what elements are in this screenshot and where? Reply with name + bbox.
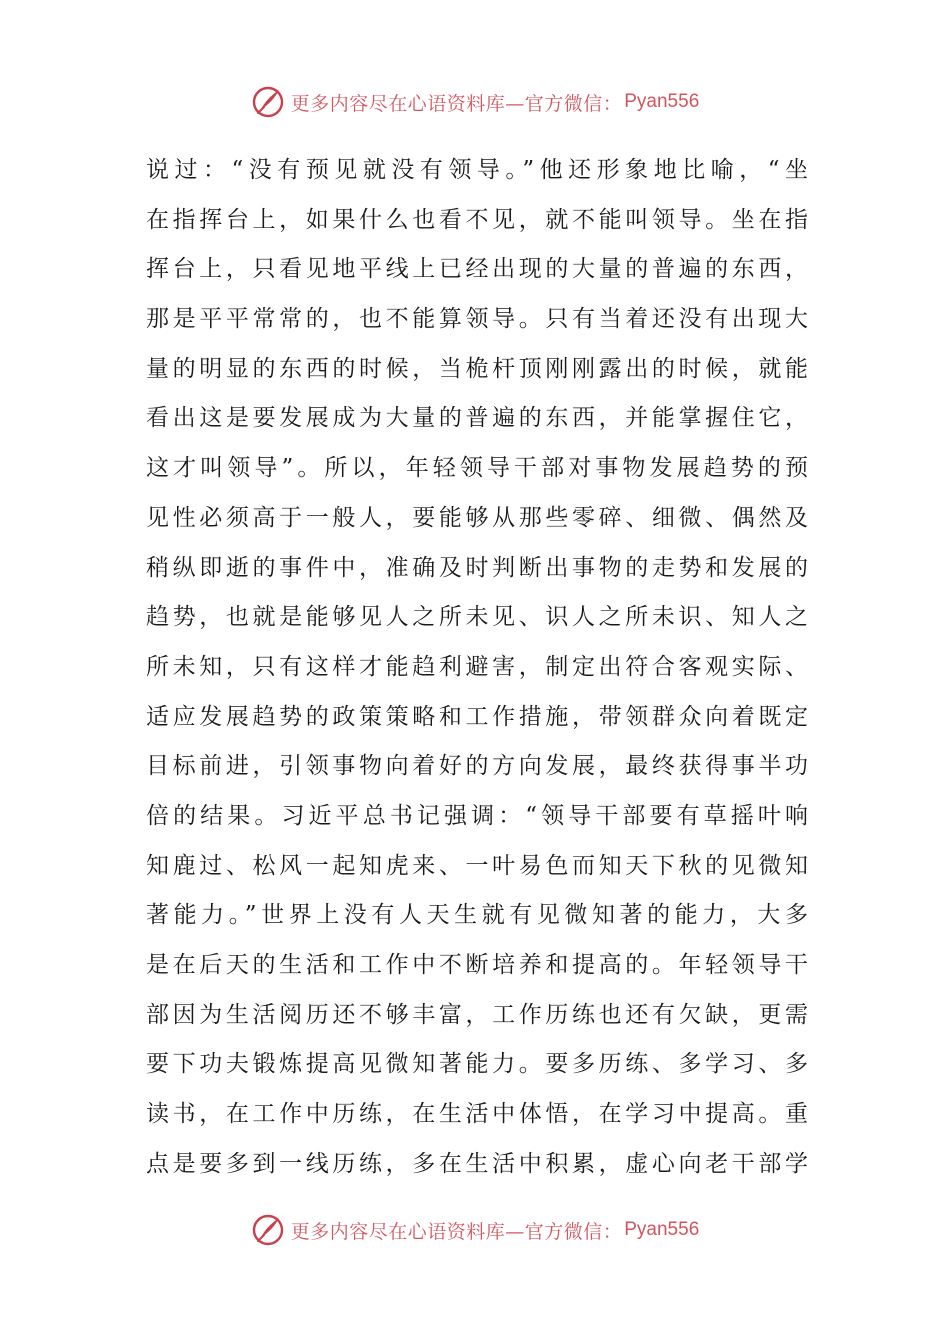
banner-text: 更多内容尽在心语资料库—官方微信：: [290, 92, 623, 115]
document-body: [146, 146, 808, 1189]
text-line: 要下功夫锻炼提高见微知著能力。要多历练、多学习、多: [146, 1051, 808, 1078]
text-line: 说过：“没有预见就没有领导。”他还形象地比喻，“坐: [146, 157, 808, 183]
text-line: 点是要多到一线历练，多在生活中积累，虚心向老干部学: [146, 1150, 808, 1177]
text-line: 挥台上，只看见地平线上已经出现的大量的普遍的东西，: [146, 256, 808, 283]
text-line: 倍的结果。习近平总书记强调：“领导干部要有草摇叶响: [146, 802, 808, 829]
text-line: 稍纵即逝的事件中，准确及时判断出事物的走势和发展的: [146, 554, 808, 581]
footer-banner: [0, 1210, 950, 1250]
banner-wechat-id: Pyan556: [624, 1219, 700, 1240]
text-line: 见性必须高于一般人，要能够从那些零碎、细微、偶然及: [146, 504, 808, 531]
text-line: 读书，在工作中历练，在生活中体悟，在学习中提高。重: [146, 1101, 808, 1128]
text-line: 著能力。”世界上没有人天生就有见微知著的能力，大多: [146, 902, 808, 929]
text-line: 趋势，也就是能够见人之所未见、识人之所未识、知人之: [146, 604, 808, 631]
quill-logo-icon: [251, 1213, 285, 1247]
text-line: 适应发展趋势的政策策略和工作措施，带领群众向着既定: [146, 703, 808, 730]
text-line: 所未知，只有这样才能趋利避害，制定出符合客观实际、: [146, 653, 808, 680]
header-banner: [0, 82, 950, 122]
text-line: 目标前进，引领事物向着好的方向发展，最终获得事半功: [146, 753, 808, 780]
banner-text: 更多内容尽在心语资料库—官方微信：: [290, 1220, 623, 1243]
text-line: 那是平平常常的，也不能算领导。只有当着还没有出现大: [146, 306, 808, 333]
text-line: 看出这是要发展成为大量的普遍的东西，并能掌握住它，: [146, 405, 808, 432]
text-line: 这才叫领导”。所以，年轻领导干部对事物发展趋势的预: [146, 455, 808, 482]
banner-wechat-id: Pyan556: [624, 91, 700, 112]
text-line: 在指挥台上，如果什么也看不见，就不能叫领导。坐在指: [146, 206, 808, 233]
text-line: 是在后天的生活和工作中不断培养和提高的。年轻领导干: [146, 952, 808, 978]
text-line: 部因为生活阅历还不够丰富，工作历练也还有欠缺，更需: [146, 1001, 808, 1028]
text-line: 知鹿过、松风一起知虎来、一叶易色而知天下秋的见微知: [146, 852, 808, 879]
quill-logo-icon: [251, 85, 285, 119]
text-line: 量的明显的东西的时候，当桅杆顶刚刚露出的时候，就能: [146, 355, 808, 382]
